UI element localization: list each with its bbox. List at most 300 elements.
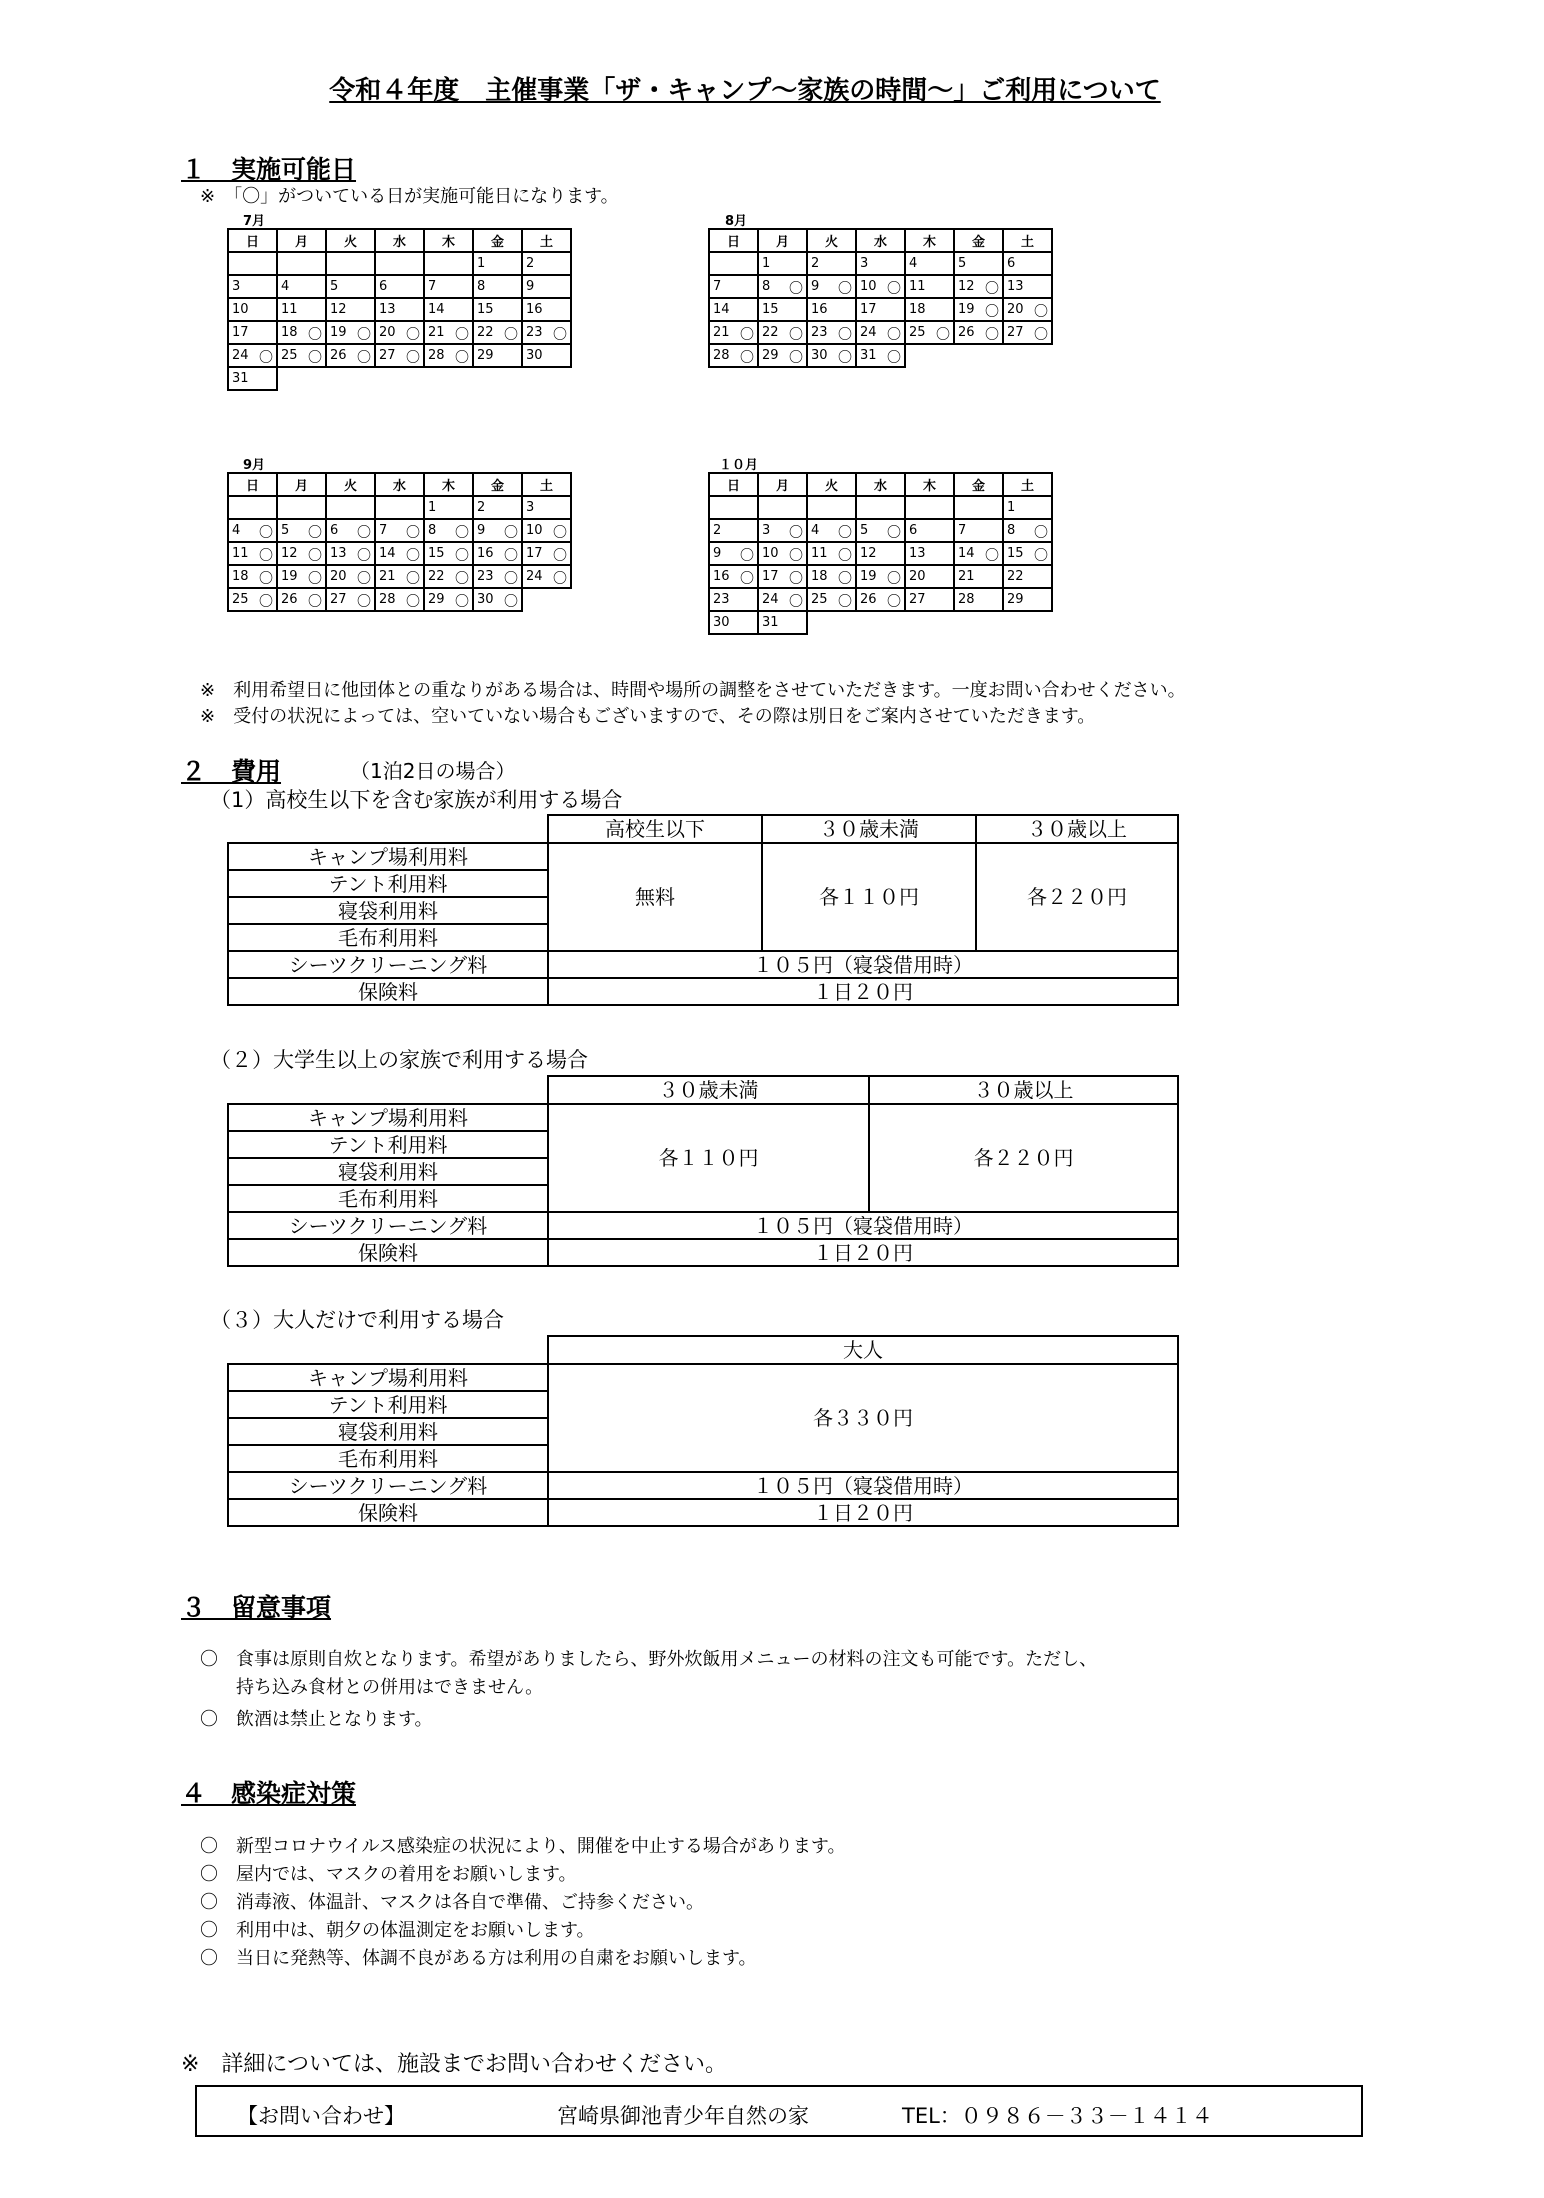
calendar-day [905,519,954,542]
available-mark: 〇 [504,548,518,564]
calendar-blank [905,611,954,634]
day-number: 31 [232,371,249,386]
day-number: 23 [811,325,828,340]
calendar-day [473,588,522,611]
available-mark: 〇 [406,594,420,610]
available-mark: 〇 [838,548,852,564]
day-number: 6 [330,523,339,538]
calendar-day [473,496,522,519]
sheet-fee-value: １０５円（寝袋借用時） [548,951,1178,978]
available-mark: 〇 [553,327,567,343]
calendar-day [277,344,326,367]
available-mark: 〇 [1034,548,1048,564]
calendar-day [375,496,424,519]
calendar-october [708,472,1053,635]
day-number: 3 [860,256,869,271]
day-number: 4 [281,279,290,294]
calendar-day [375,519,424,542]
available-mark: 〇 [406,571,420,587]
calendar-day [758,321,807,344]
calendar-day [473,298,522,321]
sheet-fee-value: １０５円（寝袋借用時） [548,1472,1178,1499]
calendar-day [807,588,856,611]
calendar-day [522,496,571,519]
section4-item: 〇 消毒液、体温計、マスクは各自で準備、ご持参ください。 [200,1892,704,1913]
day-number: 2 [477,500,486,515]
calendar-day [758,519,807,542]
day-number: 24 [860,325,877,340]
section2-heading-note: （1泊2日の場合） [350,759,516,783]
calendar-july [227,228,572,391]
available-mark: 〇 [308,548,322,564]
calendar-day [326,344,375,367]
calendar-blank [522,367,571,390]
calendar-day [326,496,375,519]
row-label: 寝袋利用料 [228,1158,548,1185]
available-mark: 〇 [985,548,999,564]
day-number: 30 [477,592,494,607]
calendar-table [227,472,572,612]
calendar-day [228,298,277,321]
calendar-month-label: 7月 [243,214,266,229]
day-number: 13 [330,546,347,561]
day-number: 22 [428,569,445,584]
available-mark: 〇 [789,548,803,564]
calendar-day [709,298,758,321]
calendar-day [954,321,1003,344]
day-number: 19 [958,302,975,317]
calendar-day [856,252,905,275]
calendar-day [856,321,905,344]
day-number: 16 [526,302,543,317]
available-mark: 〇 [308,327,322,343]
available-mark: 〇 [455,327,469,343]
day-number: 6 [379,279,388,294]
weekday-header: 水 [856,229,905,252]
available-mark: 〇 [936,327,950,343]
calendar-day [277,496,326,519]
day-number: 8 [477,279,486,294]
calendar-day [228,344,277,367]
section3-heading: ３ 留意事項 [181,1593,332,1622]
available-mark: 〇 [985,281,999,297]
available-mark: 〇 [455,571,469,587]
day-number: 3 [762,523,771,538]
fee-table3-caption: （３）大人だけで利用する場合 [210,1308,504,1332]
calendar-day [473,344,522,367]
calendar-day [228,496,277,519]
available-mark: 〇 [789,327,803,343]
day-number: 18 [281,325,298,340]
calendar-day [277,542,326,565]
blank-cell [228,1076,548,1104]
section1-heading: １ 実施可能日 [181,155,357,184]
calendar-day [424,496,473,519]
row-label: テント利用料 [228,1391,548,1418]
calendar-day [758,344,807,367]
calendar-blank [1003,611,1052,634]
day-number: 11 [909,279,926,294]
section1-note-overlap: ※ 利用希望日に他団体との重なりがある場合は、時間や場所の調整をさせていただきます。一度お問い合わせください。 [200,680,1186,701]
calendar-day [277,321,326,344]
day-number: 4 [232,523,241,538]
day-number: 27 [909,592,926,607]
available-mark: 〇 [357,594,371,610]
day-number: 21 [713,325,730,340]
day-number: 4 [909,256,918,271]
available-mark: 〇 [838,327,852,343]
calendar-day [758,252,807,275]
row-label: シーツクリーニング料 [228,951,548,978]
calendar-day [522,519,571,542]
day-number: 20 [1007,302,1024,317]
calendar-day [954,298,1003,321]
day-number: 3 [526,500,535,515]
insurance-value: １日２０円 [548,1499,1178,1526]
calendar-day [709,252,758,275]
row-label: 毛布利用料 [228,924,548,951]
day-number: 21 [428,325,445,340]
calendar-blank [1003,344,1052,367]
weekday-header: 水 [375,473,424,496]
section4-item: 〇 新型コロナウイルス感染症の状況により、開催を中止する場合があります。 [200,1836,846,1857]
day-number: 27 [1007,325,1024,340]
section3-item: 持ち込み食材との併用はできません。 [200,1677,544,1698]
calendar-day [326,298,375,321]
day-number: 12 [281,546,298,561]
day-number: 6 [909,523,918,538]
available-mark: 〇 [259,525,273,541]
available-mark: 〇 [308,350,322,366]
section1-note-availability: ※ 受付の状況によっては、空いていない場合もございますので、その際は別日をご案内させていただきます。 [200,706,1096,727]
calendar-blank [807,611,856,634]
day-number: 10 [860,279,877,294]
weekday-header: 日 [228,473,277,496]
calendar-day [856,275,905,298]
calendar-day [473,542,522,565]
calendar-table [227,228,572,391]
day-number: 24 [526,569,543,584]
available-mark: 〇 [455,350,469,366]
day-number: 2 [811,256,820,271]
available-mark: 〇 [1034,304,1048,320]
calendar-day [807,321,856,344]
section3-item: 〇 食事は原則自炊となります。希望がありましたら、野外炊飯用メニューの材料の注文も可能です。ただし、 [200,1649,1098,1670]
calendar-day [522,321,571,344]
day-number: 26 [281,592,298,607]
day-number: 28 [958,592,975,607]
calendar-blank [375,367,424,390]
day-number: 10 [526,523,543,538]
available-mark: 〇 [740,350,754,366]
fee-table2 [227,1075,1179,1267]
calendar-day [424,252,473,275]
available-mark: 〇 [887,327,901,343]
day-number: 16 [477,546,494,561]
available-mark: 〇 [357,327,371,343]
day-number: 24 [762,592,779,607]
available-mark: 〇 [789,350,803,366]
calendar-day [856,588,905,611]
day-number: 9 [713,546,722,561]
calendar-day [905,565,954,588]
insurance-value: １日２０円 [548,978,1178,1005]
day-number: 31 [860,348,877,363]
calendar-day [758,565,807,588]
weekday-header: 月 [758,229,807,252]
calendar-day [856,344,905,367]
day-number: 15 [1007,546,1024,561]
calendar-day [277,252,326,275]
available-mark: 〇 [1034,327,1048,343]
day-number: 10 [232,302,249,317]
calendar-day [424,321,473,344]
calendar-day [807,542,856,565]
calendar-day [709,542,758,565]
calendar-day [758,542,807,565]
calendar-table [708,228,1053,368]
day-number: 29 [477,348,494,363]
calendar-day [277,565,326,588]
calendar-day [473,321,522,344]
available-mark: 〇 [789,594,803,610]
contact-tel: TEL：０９８６－３３－１４１４ [902,2104,1213,2128]
weekday-header: 木 [905,229,954,252]
section4-item: 〇 屋内では、マスクの着用をお願いします。 [200,1864,577,1885]
calendar-day [709,611,758,634]
day-number: 5 [860,523,869,538]
day-number: 14 [713,302,730,317]
calendar-day [375,298,424,321]
available-mark: 〇 [985,327,999,343]
sheet-fee-value: １０５円（寝袋借用時） [548,1212,1178,1239]
day-number: 1 [762,256,771,271]
day-number: 30 [811,348,828,363]
day-number: 8 [762,279,771,294]
day-number: 28 [713,348,730,363]
section4-item: 〇 当日に発熱等、体調不良がある方は利用の自粛をお願いします。 [200,1948,757,1969]
calendar-blank [522,588,571,611]
section1-note: ※ 「〇」がついている日が実施可能日になります。 [200,186,619,207]
calendar-day [1003,496,1052,519]
calendar-day [326,275,375,298]
calendar-day [807,496,856,519]
calendar-day [522,565,571,588]
calendar-day [954,542,1003,565]
calendar-day [277,519,326,542]
blank-cell [228,815,548,843]
calendar-day [709,275,758,298]
available-mark: 〇 [789,525,803,541]
fee-value: 各１１０円 [548,1104,869,1212]
calendar-blank [954,344,1003,367]
calendar-day [424,588,473,611]
calendar-day [228,542,277,565]
calendar-day [1003,542,1052,565]
day-number: 28 [379,592,396,607]
available-mark: 〇 [838,350,852,366]
weekday-header: 木 [424,229,473,252]
calendar-day [905,542,954,565]
calendar-day [424,275,473,298]
footer-note: ※ 詳細については、施設までお問い合わせください。 [181,2052,727,2077]
day-number: 23 [713,592,730,607]
row-label: シーツクリーニング料 [228,1212,548,1239]
day-number: 19 [860,569,877,584]
calendar-day [326,565,375,588]
row-label: キャンプ場利用料 [228,1364,548,1391]
day-number: 1 [428,500,437,515]
day-number: 20 [909,569,926,584]
available-mark: 〇 [887,350,901,366]
day-number: 13 [379,302,396,317]
calendar-day [807,252,856,275]
day-number: 23 [477,569,494,584]
page-title: 令和４年度 主催事業「ザ・キャンプ～家族の時間～」ご利用について [329,76,1161,106]
available-mark: 〇 [406,327,420,343]
calendar-day [954,519,1003,542]
weekday-header: 木 [905,473,954,496]
calendar-day [954,252,1003,275]
day-number: 12 [860,546,877,561]
row-label: テント利用料 [228,1131,548,1158]
calendar-day [807,298,856,321]
fee-table1-caption: （1）高校生以下を含む家族が利用する場合 [210,788,623,812]
calendar-day [375,344,424,367]
day-number: 7 [428,279,437,294]
column-header: ３０歳未満 [548,1076,869,1104]
available-mark: 〇 [504,594,518,610]
day-number: 13 [909,546,926,561]
available-mark: 〇 [357,548,371,564]
calendar-day [758,275,807,298]
calendar-day [856,298,905,321]
weekday-header: 金 [473,229,522,252]
day-number: 26 [958,325,975,340]
calendar-day [326,519,375,542]
day-number: 21 [379,569,396,584]
available-mark: 〇 [789,281,803,297]
calendar-day [954,588,1003,611]
calendar-day [326,588,375,611]
day-number: 25 [811,592,828,607]
calendar-day [856,565,905,588]
calendar-day [905,588,954,611]
calendar-day [473,252,522,275]
weekday-header: 月 [277,473,326,496]
calendar-day [473,275,522,298]
calendar-day [856,542,905,565]
calendar-day [228,519,277,542]
section4-item: 〇 利用中は、朝夕の体温測定をお願いします。 [200,1920,595,1941]
weekday-header: 金 [954,229,1003,252]
calendar-day [856,519,905,542]
available-mark: 〇 [789,571,803,587]
calendar-day [375,321,424,344]
available-mark: 〇 [838,525,852,541]
day-number: 13 [1007,279,1024,294]
calendar-day [424,344,473,367]
weekday-header: 月 [277,229,326,252]
available-mark: 〇 [553,571,567,587]
available-mark: 〇 [308,525,322,541]
available-mark: 〇 [553,548,567,564]
day-number: 15 [762,302,779,317]
fee-table1 [227,814,1179,1006]
day-number: 14 [428,302,445,317]
available-mark: 〇 [406,525,420,541]
available-mark: 〇 [259,571,273,587]
weekday-header: 火 [807,229,856,252]
weekday-header: 金 [473,473,522,496]
calendar-day [1003,519,1052,542]
available-mark: 〇 [259,548,273,564]
calendar-day [807,565,856,588]
available-mark: 〇 [887,281,901,297]
insurance-value: １日２０円 [548,1239,1178,1266]
day-number: 1 [1007,500,1016,515]
fee-value: 各２２０円 [869,1104,1178,1212]
day-number: 4 [811,523,820,538]
day-number: 5 [281,523,290,538]
available-mark: 〇 [455,548,469,564]
calendar-day [709,344,758,367]
calendar-month-label: 9月 [243,458,266,473]
available-mark: 〇 [504,327,518,343]
available-mark: 〇 [406,548,420,564]
calendar-day [856,496,905,519]
day-number: 8 [1007,523,1016,538]
available-mark: 〇 [887,594,901,610]
calendar-day [277,298,326,321]
calendar-day [1003,565,1052,588]
available-mark: 〇 [838,571,852,587]
blank-cell [228,1336,548,1364]
day-number: 19 [330,325,347,340]
calendar-day [228,588,277,611]
calendar-day [522,275,571,298]
weekday-header: 木 [424,473,473,496]
calendar-day [522,298,571,321]
day-number: 14 [958,546,975,561]
day-number: 16 [713,569,730,584]
weekday-header: 土 [1003,473,1052,496]
day-number: 8 [428,523,437,538]
calendar-blank [424,367,473,390]
day-number: 20 [330,569,347,584]
calendar-day [424,519,473,542]
available-mark: 〇 [740,327,754,343]
day-number: 9 [811,279,820,294]
calendar-august [708,228,1053,368]
weekday-header: 火 [807,473,856,496]
day-number: 20 [379,325,396,340]
calendar-day [375,252,424,275]
available-mark: 〇 [887,525,901,541]
calendar-day [905,275,954,298]
available-mark: 〇 [838,594,852,610]
calendar-day [228,565,277,588]
calendar-day [522,344,571,367]
day-number: 18 [811,569,828,584]
calendar-day [954,496,1003,519]
facility-name: 宮崎県御池青少年自然の家 [557,2104,809,2128]
contact-label: 【お問い合わせ】 [237,2104,405,2128]
weekday-header: 月 [758,473,807,496]
day-number: 29 [428,592,445,607]
calendar-day [326,542,375,565]
column-header: ３０歳以上 [976,815,1178,843]
